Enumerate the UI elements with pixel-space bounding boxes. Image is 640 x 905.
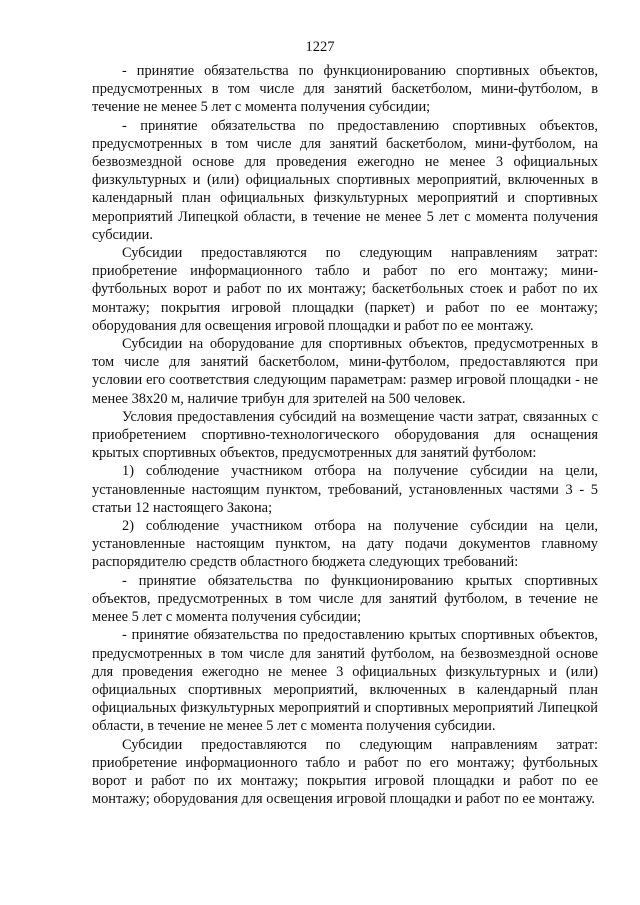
page-number: 1227 — [305, 39, 335, 55]
paragraph: - принятие обязательства по предоставлению крытых спортивных объектов, предусмотренных в том числе для занятий футболом, на безвозмездной основе для проведения ежегодно не менее 3 официальных физкультурных и (или) официальных спортивных мероприятий, включенных в календарный план официальных физкультурных мероприятий и спортивных мероприятий Липецкой области, в течение не менее 5 лет с момента получения субсидии. — [92, 627, 598, 735]
paragraph: 1) соблюдение участником отбора на получение субсидии на цели, установленные настоящим пунктом, требований, установленных частями 3 - 5 статьи 12 настоящего Закона; — [92, 463, 598, 516]
paragraph: Субсидии предоставляются по следующим направлениям затрат: приобретение информационного табло и работ по его монтажу; мини-футбольных ворот и работ по их монтажу; баскетбольных стоек и работ по их монтажу; покрытия игровой площадки (паркет) и работ по ее монтажу; оборудования для освещения игровой площадки и работ по ее монтажу. — [92, 245, 598, 334]
paragraph: - принятие обязательства по функционированию спортивных объектов, предусмотренных в том числе для занятий баскетболом, мини-футболом, в течение не менее 5 лет с момента получения субсидии; — [92, 63, 598, 116]
paragraph: 2) соблюдение участником отбора на получение субсидии на цели, установленные настоящим пунктом, на дату подачи документов главному распорядителю средств областного бюджета следующих требований: — [92, 518, 598, 571]
paragraph: Условия предоставления субсидий на возмещение части затрат, связанных с приобретением спортивно-технологического оборудования для оснащения крытых спортивных объектов, предусмотренных для занятий футболом: — [92, 408, 598, 462]
paragraph: Субсидии на оборудование для спортивных объектов, предусмотренных в том числе для занятий баскетболом, мини-футболом, предоставляются при условии его соответствия следующим параметрам: размер игровой площадки - не менее 38х20 м, наличие трибун для зрителей на 500 человек. — [92, 336, 598, 407]
paragraph: Субсидии предоставляются по следующим направлениям затрат: приобретение информационного табло и работ по его монтажу; футбольных ворот и работ по их монтажу; покрытия игровой площадки и работ по ее монтажу; оборудования для освещения игровой площадки и работ по ее монтажу. — [92, 736, 598, 808]
paragraph: - принятие обязательства по функционированию крытых спортивных объектов, предусмотренных в том числе для занятий футболом, в течение не менее 5 лет с момента получения субсидии; — [92, 572, 598, 626]
paragraph: - принятие обязательства по предоставлению спортивных объектов, предусмотренных в том числе для занятий баскетболом, мини-футболом, на безвозмездной основе для проведения ежегодно не менее 3 официальных физкультурных и (или) официальных спортивных мероприятий, включенных в календарный план официальных физкультурных мероприятий и спортивных мероприятий Липецкой области, в течение не менее 5 лет с момента получения субсидии. — [92, 117, 598, 243]
document-body — [92, 62, 598, 808]
